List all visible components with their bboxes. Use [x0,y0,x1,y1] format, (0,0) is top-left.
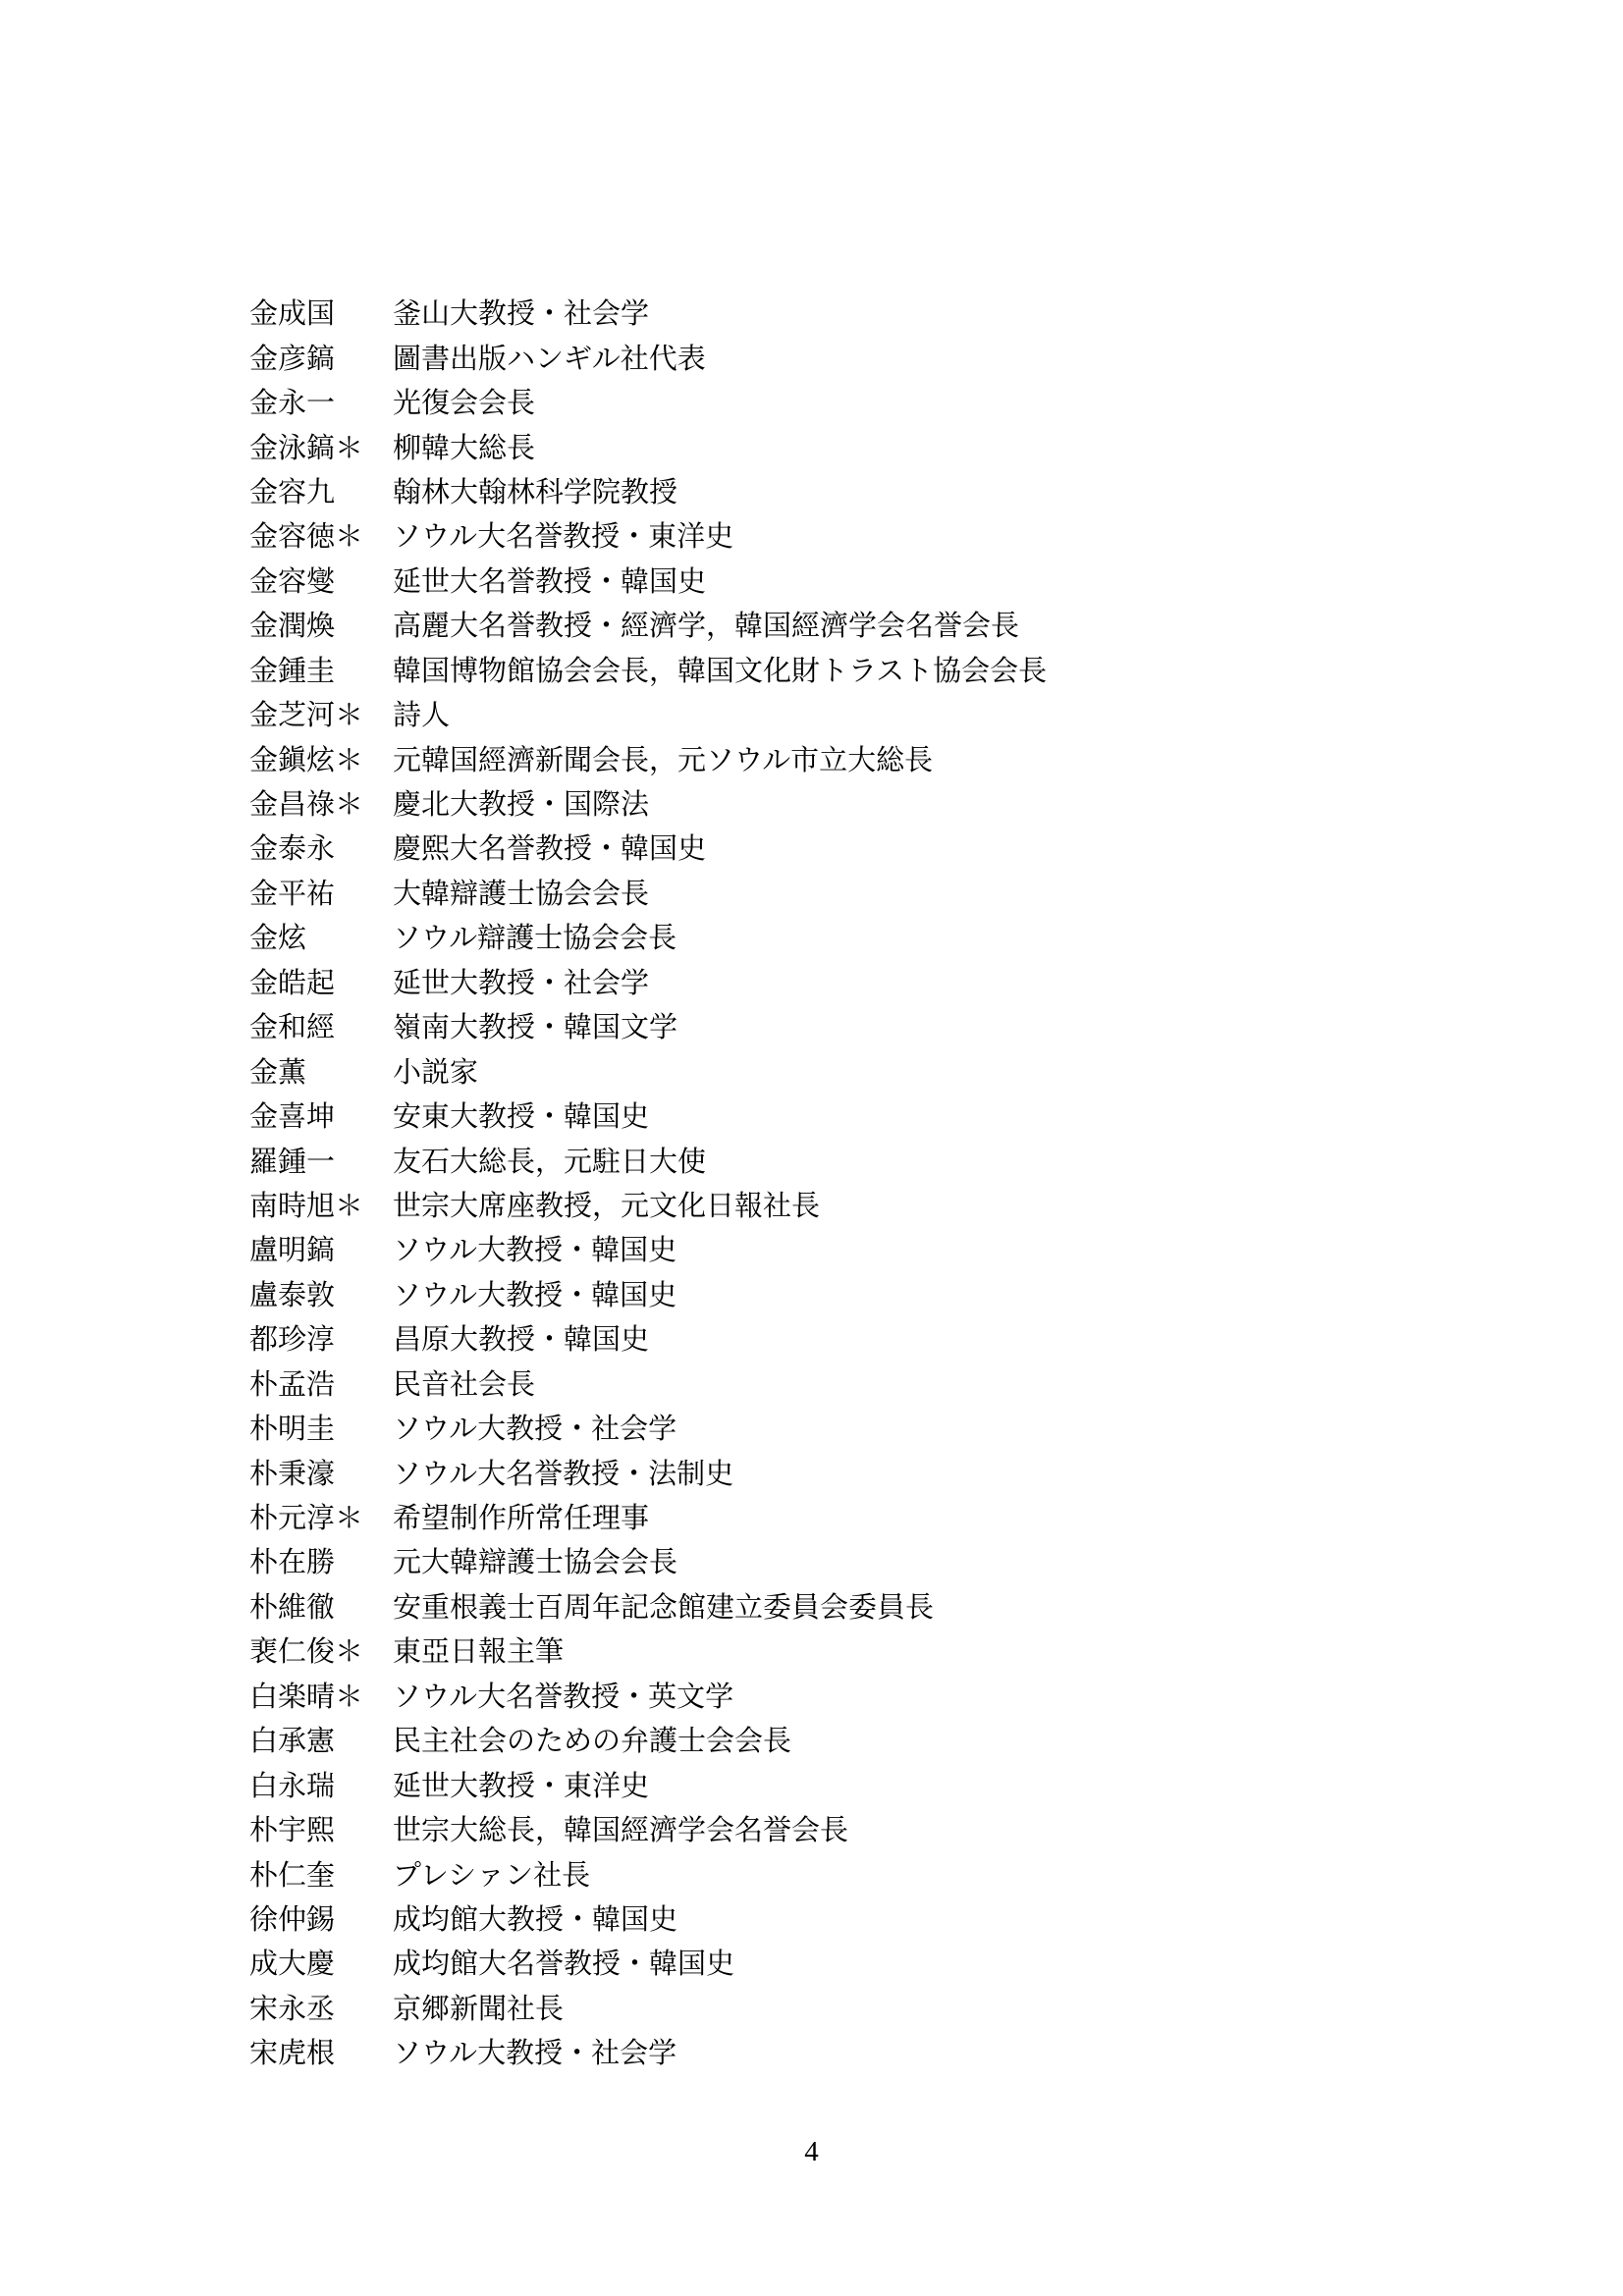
list-item [249,470,1379,514]
person-name: 南時旭＊ [249,1188,364,1222]
list-item [249,1585,1379,1629]
person-name: 朴孟浩 [249,1366,336,1401]
person-title: 元韓国經濟新聞会長，元ソウル市立大総長 [393,742,934,776]
list-item [249,2031,1379,2075]
person-name: 金和經 [249,1010,336,1044]
person-name: 白承憲 [249,1724,336,1758]
person-name: 朴元淳＊ [249,1501,364,1535]
person-title: 延世大教授・社会学 [393,965,650,999]
list-item [249,1540,1379,1584]
person-title: 安東大教授・韓国史 [393,1099,650,1134]
list-item [249,1184,1379,1228]
person-title: 延世大名誉教授・韓国史 [393,563,707,598]
person-name: 金鍾圭 [249,653,336,687]
list-item [249,1317,1379,1362]
list-item [249,1719,1379,1763]
list-item [249,737,1379,781]
list-item [249,1852,1379,1896]
person-title: 京郷新聞社長 [393,1991,565,2025]
person-name: 朴明圭 [249,1412,336,1446]
person-name: 金容徳＊ [249,519,364,554]
person-name: 徐仲錫 [249,1901,336,1936]
person-title: 民主社会のための弁護士会会長 [393,1724,792,1758]
person-name: 金潤煥 [249,609,336,643]
person-title: 圖書出版ハンギル社代表 [393,341,706,375]
person-name: 金成国 [249,296,336,331]
list-item [249,1049,1379,1094]
person-title: 嶺南大教授・韓国文学 [393,1010,678,1044]
list-item [249,1139,1379,1183]
list-item [249,649,1379,693]
person-title: 柳韓大総長 [393,430,536,464]
list-item [249,425,1379,469]
list-item [249,1763,1379,1807]
list-item [249,292,1379,336]
list-item [249,1675,1379,1719]
list-item [249,604,1379,648]
list-item [249,1095,1379,1139]
person-title: 釜山大教授・社会学 [393,296,650,331]
list-item [249,827,1379,871]
list-item [249,381,1379,425]
list-item [249,872,1379,916]
person-title: 希望制作所常任理事 [393,1501,650,1535]
person-name: 白永瑞 [249,1768,336,1802]
person-name: 都珍淳 [249,1322,336,1357]
person-title: 光復会会長 [393,386,536,420]
person-name: 白楽晴＊ [249,1679,364,1713]
person-name: 宋虎根 [249,2036,336,2070]
person-name: 裵仁俊＊ [249,1634,364,1669]
person-title: ソウル大名誉教授・東洋史 [393,519,734,554]
list-item [249,1407,1379,1451]
list-item [249,1987,1379,2031]
person-title: ソウル大名誉教授・英文学 [393,1679,734,1713]
list-item [249,514,1379,559]
person-title: 詩人 [393,698,451,732]
list-item [249,1942,1379,1986]
list-item [249,1228,1379,1272]
person-title: 友石大総長，元駐日大使 [393,1144,707,1178]
list-item [249,560,1379,604]
person-title: ソウル大教授・社会学 [393,1412,677,1446]
list-item [249,1362,1379,1407]
list-item [249,1897,1379,1942]
person-name: 朴在勝 [249,1545,336,1579]
person-title: 元大韓辯護士協会会長 [393,1545,678,1579]
person-name: 成大慶 [249,1947,336,1981]
person-title: 世宗大席座教授，元文化日報社長 [393,1188,821,1222]
person-title: プレシァン社長 [393,1857,591,1892]
person-name: 盧泰敦 [249,1277,336,1311]
person-title: 慶北大教授・国際法 [393,787,650,822]
person-name: 金喜坤 [249,1099,336,1134]
person-name: 金鎭炫＊ [249,742,364,776]
person-title: 昌原大教授・韓国史 [393,1322,650,1357]
list-item [249,1808,1379,1852]
list-item [249,782,1379,827]
person-name: 金芝河＊ [249,698,364,732]
person-title: 成均館大教授・韓国史 [393,1901,678,1936]
person-title: 翰林大翰林科学院教授 [393,474,678,508]
signatory-list [249,292,1379,2076]
person-title: 世宗大総長，韓国經濟学会名誉会長 [393,1813,849,1847]
person-name: 金平祐 [249,876,336,910]
list-item [249,961,1379,1005]
person-name: 朴仁奎 [249,1857,336,1892]
person-name: 羅鍾一 [249,1144,336,1178]
person-name: 朴維徹 [249,1589,336,1624]
person-title: 慶熙大名誉教授・韓国史 [393,831,707,866]
list-item [249,1005,1379,1049]
person-name: 金永一 [249,386,336,420]
page-number: 4 [804,2136,819,2167]
list-item [249,693,1379,737]
person-title: 成均館大名誉教授・韓国史 [393,1947,735,1981]
list-item [249,1629,1379,1674]
person-name: 金泳鎬＊ [249,430,364,464]
list-item [249,916,1379,960]
person-name: 朴宇熙 [249,1813,336,1847]
person-title: ソウル大教授・韓国史 [393,1277,677,1311]
person-title: 韓国博物館協会会長，韓国文化財トラスト協会会長 [393,653,1048,687]
person-title: ソウル辯護士協会会長 [393,921,677,955]
person-title: 東亞日報主筆 [393,1634,565,1669]
person-title: 安重根義士百周年記念館建立委員会委員長 [393,1589,935,1624]
person-title: 民音社会長 [393,1366,536,1401]
list-item [249,336,1379,380]
list-item [249,1451,1379,1495]
person-name: 盧明鎬 [249,1233,336,1267]
person-name: 金炫 [249,921,307,955]
person-title: ソウル大教授・社会学 [393,2036,677,2070]
list-item [249,1496,1379,1540]
person-name: 金皓起 [249,965,336,999]
person-title: 大韓辯護士協会会長 [393,876,650,910]
person-name: 金彦鎬 [249,341,336,375]
person-name: 金容九 [249,474,336,508]
person-name: 金薫 [249,1054,307,1089]
person-name: 金容燮 [249,563,336,598]
list-item [249,1273,1379,1317]
person-title: ソウル大教授・韓国史 [393,1233,677,1267]
person-name: 朴秉濠 [249,1456,336,1490]
person-name: 金昌祿＊ [249,787,364,822]
person-name: 宋永丞 [249,1991,336,2025]
person-title: 高麗大名誉教授・經濟学，韓国經濟学会名誉会長 [393,609,1020,643]
person-title: 延世大教授・東洋史 [393,1768,650,1802]
person-title: 小説家 [393,1054,479,1089]
person-title: ソウル大名誉教授・法制史 [393,1456,734,1490]
person-name: 金泰永 [249,831,336,866]
